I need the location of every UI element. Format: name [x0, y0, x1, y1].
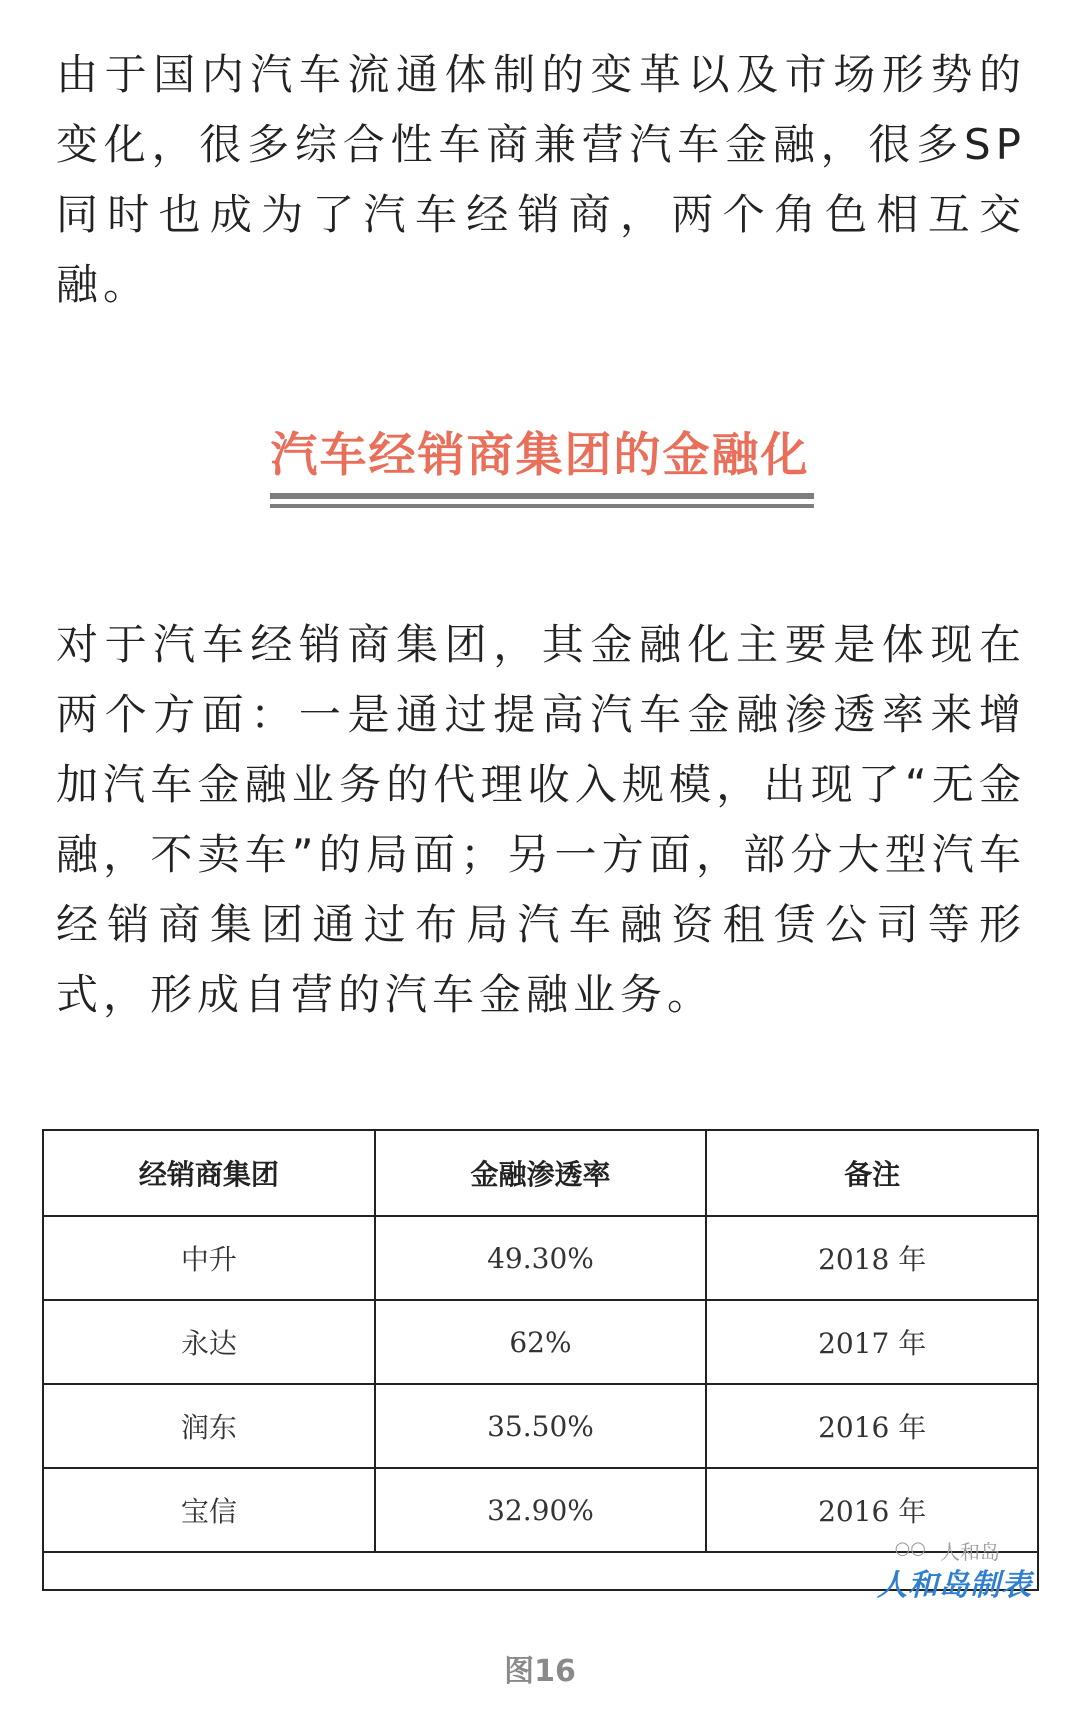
intro-paragraph: 由于国内汽车流通体制的变革以及市场形势的变化，很多综合性车商兼营汽车金融，很多SP同时也成为了汽车经销商，两个角色相互交融。: [56, 50, 1026, 309]
watermark: [868, 1536, 1038, 1626]
table-row: [43, 1216, 1038, 1300]
cell-group: 润东: [43, 1384, 375, 1468]
cell-note: 2016 年: [706, 1468, 1038, 1552]
heading-underline: [270, 493, 814, 499]
watermark-label: 人和岛制表: [877, 1568, 1032, 1603]
cell-rate: 35.50%: [375, 1384, 707, 1468]
cell-group: 中升: [43, 1216, 375, 1300]
table-row: [43, 1300, 1038, 1384]
cell-note: 2017 年: [706, 1300, 1038, 1384]
penetration-table: [42, 1129, 1039, 1591]
cell-rate: 32.90%: [375, 1468, 707, 1552]
cell-group: 永达: [43, 1300, 375, 1384]
header-note: 备注: [706, 1130, 1038, 1216]
figure-caption: 图16: [504, 1654, 576, 1689]
table-row: [43, 1384, 1038, 1468]
watermark-small-label: 人和岛: [940, 1540, 1000, 1564]
section-heading: 汽车经销商集团的金融化: [270, 428, 810, 483]
cell-note: 2016 年: [706, 1384, 1038, 1468]
wechat-icon: ○○: [894, 1538, 926, 1559]
header-penetration-rate: 金融渗透率: [375, 1130, 707, 1216]
cell-note: 2018 年: [706, 1216, 1038, 1300]
header-dealer-group: 经销商集团: [43, 1130, 375, 1216]
cell-rate: 62%: [375, 1300, 707, 1384]
body-paragraph: 对于汽车经销商集团，其金融化主要是体现在两个方面：一是通过提高汽车金融渗透率来增加汽车金融业务的代理收入规模，出现了“无金融，不卖车”的局面；另一方面，部分大型汽车经销商集团通过布局汽车融资租赁公司等形式，形成自营的汽车金融业务。: [56, 620, 1026, 1019]
cell-rate: 49.30%: [375, 1216, 707, 1300]
table-header-row: [43, 1130, 1038, 1216]
cell-group: 宝信: [43, 1468, 375, 1552]
heading-underline-thin: [270, 504, 814, 508]
